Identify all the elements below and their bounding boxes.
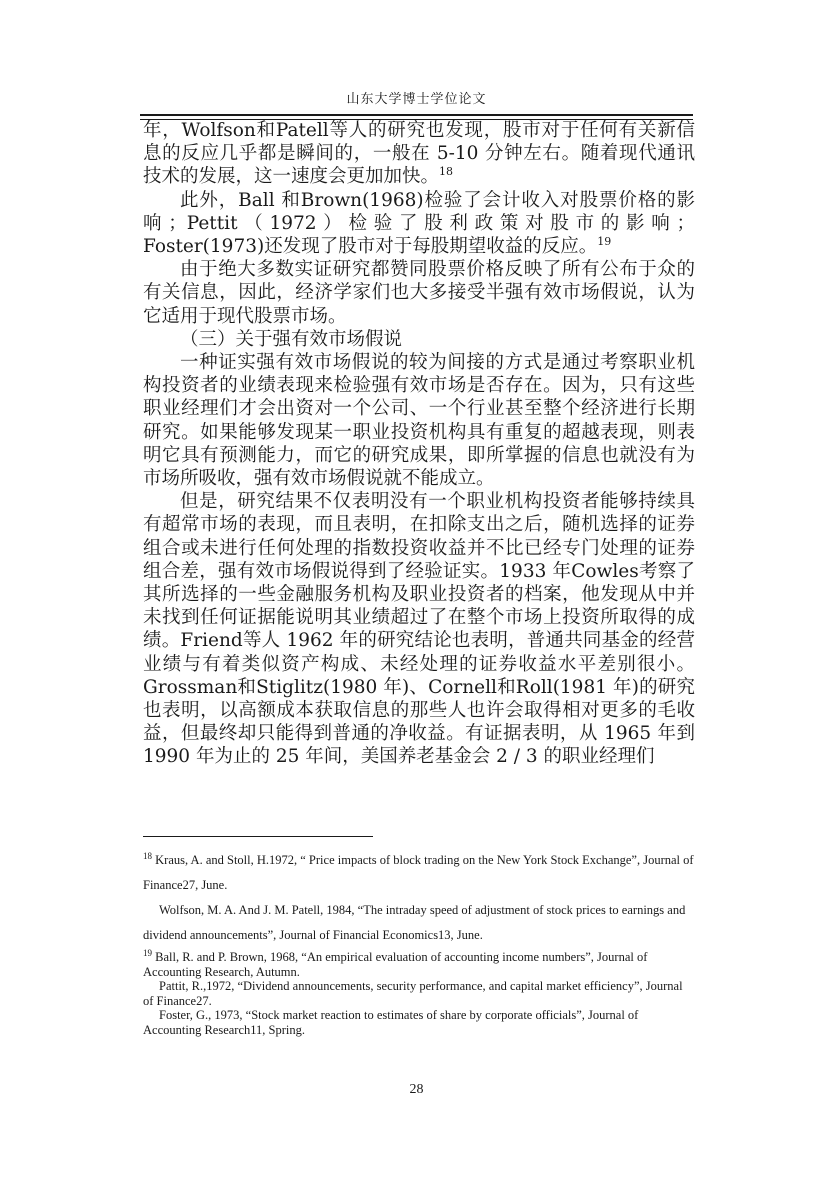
paragraph: 一种证实强有效市场假说的较为间接的方式是通过考察职业机构投资者的业绩表现来检验强有效市场是否存在。因为，只有这些职业经理们才会出资对一个公司、一个行业甚至整个经济进行长期研究。如果能够发现某一职业投资机构具有重复的超越表现，则表明它具有预测能力，而它的研究成果，即所掌握的信息也就没有为市场所吸收，强有效市场假说就不能成立。 [143,352,695,490]
continuation-paragraph: 年，Wolfson和Patell等人的研究也发现，股市对于任何有关新信息的反应几乎都是瞬间的，一般在 5-10 分钟左右。随着现代通讯技术的发展，这一速度会更加加快。$^{18}$ [143,120,695,188]
header-rule-thick [140,114,693,116]
body-text [143,119,695,769]
footnotes [143,848,695,1037]
footnote-18: $^{18}$ Kraus, A. and Stoll, H.1972, “ Price impacts of block trading on the New York Stock Exchange”, Journal of Finance27, June. [143,850,694,892]
footnote-entry: Pattit, R.,1972, “Dividend announcements, security performance, and capital market efficiency”, Journal of Finance27. [143,979,683,1008]
paragraph: 但是，研究结果不仅表明没有一个职业机构投资者能够持续具有超常市场的表现，而且表明，在扣除支出之后，随机选择的证券组合或未进行任何处理的指数投资收益并不比已经专门处理的证券组合差，强有效市场假说得到了经验证实。1933 年Cowles考察了其所选择的一些金融服务机构及职业投资者的档案，他发现从中并未找到任何证据能说明其业绩超过了在整个市场上投资所取得的成绩。Friend等人 1962 年的研究结论也表明，普通共同基金的经营业绩与有着类似资产构成、未经处理的证券收益水平差别很小。Grossman和Stiglitz(1980 年)、Cornell和Roll(1981 年)的研究也表明，以高额成本获取信息的那些人也许会取得相对更多的毛收益，但最终却只能得到普通的净收益。有证据表明，从 1965 年到 1990 年为止的 25 年间，美国养老基金会 2 / 3 的职业经理们 [143,491,695,768]
paragraph: 由于绝大多数实证研究都赞同股票价格反映了所有公布于众的有关信息，因此，经济学家们也大多接受半强有效市场假说，认为它适用于现代股票市场。 [143,259,695,327]
footnote-19: $^{19}$ Ball, R. and P. Brown, 1968, “An empirical evaluation of accounting income numbers”, Journal of Accounting Research, Autumn. [143,947,648,979]
section-heading: （三）关于强有效市场假说 [180,328,403,350]
footnote-entry: Foster, G., 1973, “Stock market reaction to estimates of share by corporate officials”, Journal of Accounting Research11, Spring. [143,1008,639,1037]
footnote-separator [143,836,373,837]
page-number: 28 [409,1082,424,1097]
paragraph: 此外，Ball 和Brown(1968)检验了会计收入对股票价格的影响；Pettit（1972）检验了股利政策对股市的影响；Foster(1973)还发现了股市对于每股期望收益的反应。$^{19}$ [143,189,695,258]
running-header: 山东大学博士学位论文 [346,92,487,107]
footnote-ref: 18 [439,165,454,179]
footnote-entry: Wolfson, M. A. And J. M. Patell, 1984, “The intraday speed of adjustment of stock prices to earnings and dividend announcements”, Journal of Financial Economics13, June. [143,903,686,942]
footnote-ref: 19 [597,234,612,248]
